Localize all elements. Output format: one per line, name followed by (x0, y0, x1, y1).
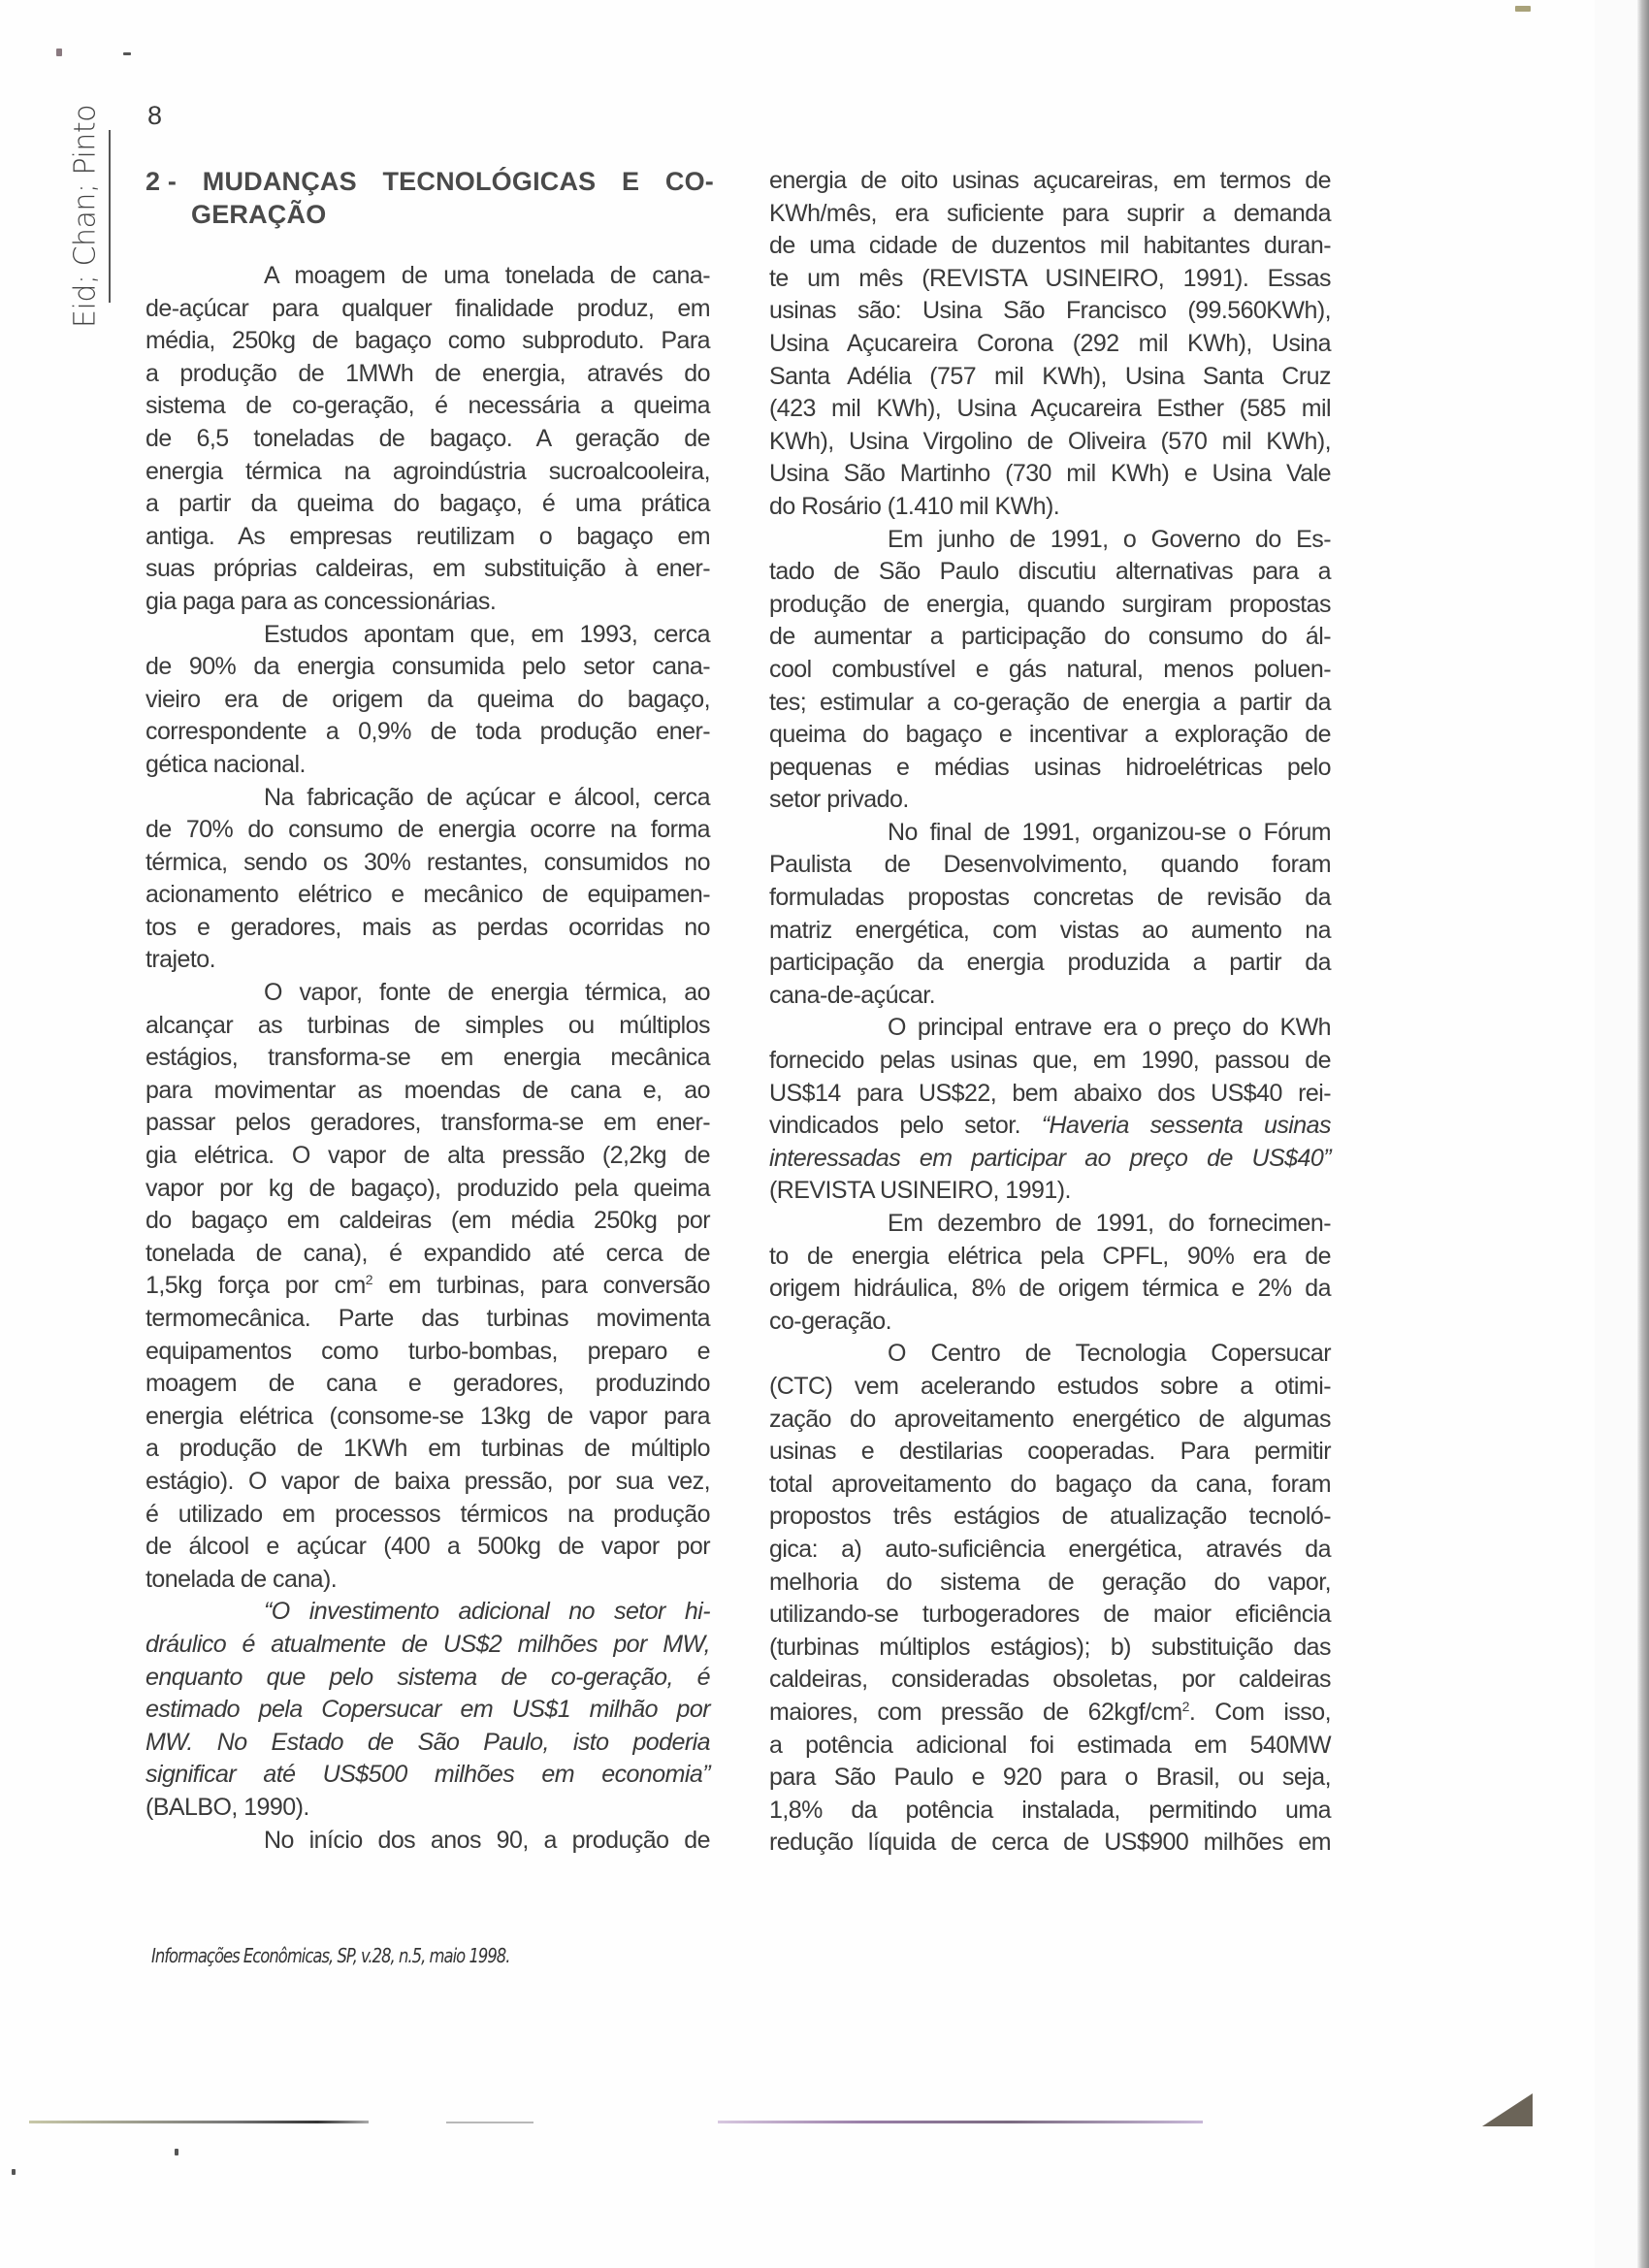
text-line: de-açúcar para qualquer finalidade produz, em (146, 294, 710, 322)
text-line: fornecido pelas usinas que, em 1990, passou de (769, 1047, 1331, 1075)
text-line: O vapor, fonte de energia térmica, ao (264, 979, 710, 1007)
text-line: zação do aproveitamento energético de algumas (769, 1405, 1331, 1433)
text-fragment: 1,5kg força por cm (146, 1272, 366, 1300)
text-line: correspondente a 0,9% de toda produção ener- (146, 718, 710, 746)
text-line: KWh/mês, era suficiente para suprir a demanda (769, 199, 1331, 227)
text-line: tos e geradores, mais as perdas ocorridas no (146, 913, 710, 941)
text-line: Usina Açucareira Corona (292 mil KWh), Usina (769, 329, 1331, 357)
left-column (146, 260, 710, 1857)
text-line: melhoria do sistema de geração do vapor, (769, 1568, 1331, 1596)
text-line: termomecânica. Parte das turbinas movimenta (146, 1305, 710, 1332)
scan-scratch (29, 2121, 369, 2123)
running-head (68, 105, 103, 328)
text-line: participação da energia produzida a partir da (769, 949, 1331, 977)
text-line: tes; estimular a co-geração de energia a partir da (769, 688, 1331, 716)
paragraph (146, 619, 710, 782)
text-line: US$14 para US$22, bem abaixo dos US$40 rei- (769, 1079, 1331, 1107)
text-line: setor privado. (769, 786, 909, 814)
text-line: usinas são: Usina São Francisco (99.560KWh), (769, 297, 1331, 325)
text-line: formuladas propostas concretas de revisão da (769, 884, 1331, 912)
text-line: antiga. As empresas reutilizam o bagaço em (146, 522, 710, 550)
section-heading-line-1 (146, 165, 714, 198)
text-line: queima do bagaço e incentivar a exploração de (769, 721, 1331, 749)
text-line: alcançar as turbinas de simples ou múltiplos (146, 1011, 710, 1039)
section-heading-line-2: GERAÇÃO (191, 200, 327, 229)
superscript: 2 (365, 1272, 373, 1288)
text-line: a partir da queima do bagaço, é uma prática (146, 490, 710, 518)
text-line: suas próprias caldeiras, em substituição à ener- (146, 555, 710, 583)
text-line: caldeiras, consideradas obsoletas, por caldeiras (769, 1666, 1331, 1694)
text-line: (423 mil KWh), Usina Açucareira Esther (585 mil (769, 395, 1331, 423)
text-line: KWh), Usina Virgolino de Oliveira (570 mil KWh), (769, 427, 1331, 455)
quote-line: interessadas em participar ao preço de US$40” (769, 1144, 1331, 1172)
section-number: 2 - (146, 167, 178, 196)
scan-speck (12, 2169, 16, 2175)
text-line: (CTC) vem acelerando estudos sobre a otimi- (769, 1372, 1331, 1400)
text-line: propostos três estágios de atualização tecnoló- (769, 1503, 1331, 1531)
text-line: do Rosário (1.410 mil KWh). (769, 492, 1060, 520)
text-line: No final de 1991, organizou-se o Fórum (888, 818, 1331, 846)
text-fragment: . Com isso, (1188, 1698, 1332, 1726)
text-line: gética nacional. (146, 750, 306, 778)
text-line: Em dezembro de 1991, do fornecimen- (888, 1210, 1331, 1237)
text-line: moagem de cana e geradores, produzindo (146, 1370, 710, 1398)
quote-line: MW. No Estado de São Paulo, isto poderia (146, 1728, 710, 1756)
text-line: estágios, transforma-se em energia mecânica (146, 1044, 710, 1072)
text-line: é utilizado em processos térmicos na produção (146, 1500, 710, 1528)
scan-corner-mark (1482, 2093, 1533, 2126)
quote-line: “O investimento adicional no setor hi- (264, 1598, 710, 1626)
scan-speck (1515, 6, 1531, 12)
scan-scratch (718, 2121, 1203, 2123)
paragraph (146, 782, 710, 978)
heading-word: TECNOLÓGICAS (382, 167, 597, 196)
paragraph (769, 1338, 1331, 1860)
scan-scratch (446, 2122, 534, 2123)
text-line: te um mês (REVISTA USINEIRO, 1991). Essas (769, 264, 1331, 292)
text-line: gica: a) auto-suficiência energética, através da (769, 1535, 1331, 1563)
text-line: equipamentos como turbo-bombas, preparo e (146, 1337, 710, 1365)
paragraph (769, 165, 1331, 524)
text-line: Em junho de 1991, o Governo do Es- (888, 525, 1331, 553)
text-fragment: maiores, com pressão de 62kgf/cm (769, 1698, 1182, 1726)
text-line: cool combustível e gás natural, menos poluen- (769, 655, 1331, 683)
text-line: passar pelos geradores, transforma-se em ener- (146, 1109, 710, 1137)
heading-word: CO- (664, 167, 714, 196)
text-line: de 6,5 toneladas de bagaço. A geração de (146, 424, 710, 452)
text-line: Estudos apontam que, em 1993, cerca (264, 620, 710, 648)
page-number: 8 (147, 101, 163, 130)
text-line: tado de São Paulo discutiu alternativas para a (769, 558, 1331, 586)
text-line: sistema de co-geração, é necessária a queima (146, 392, 710, 420)
text-line: O Centro de Tecnologia Copersucar (888, 1340, 1331, 1368)
paragraph (769, 1012, 1331, 1208)
quote-line: estimado pela Copersucar em US$1 milhão por (146, 1696, 710, 1724)
text-fragment: vindicados pelo setor. (769, 1112, 1021, 1140)
text-line: a produção de 1KWh em turbinas de múltiplo (146, 1435, 710, 1463)
text-line: energia elétrica (consome-se 13kg de vapor para (146, 1402, 710, 1430)
text-line: trajeto. (146, 946, 216, 974)
text-fragment: em turbinas, para conversão (372, 1272, 710, 1300)
block-quote (146, 1596, 710, 1824)
right-column (769, 165, 1331, 1860)
text-line: No início dos anos 90, a produção de (264, 1826, 710, 1854)
text-line: vapor por kg de bagaço), produzido pela queima (146, 1174, 710, 1202)
text-line: total aproveitamento do bagaço da cana, foram (769, 1470, 1331, 1498)
scan-speck (123, 52, 131, 55)
text-line: utilizando-se turbogeradores de maior eficiência (769, 1601, 1331, 1629)
text-line: Usina São Martinho (730 mil KWh) e Usina Vale (769, 460, 1331, 488)
text-line: 1,8% da potência instalada, permitindo uma (769, 1796, 1331, 1824)
section-heading (146, 165, 714, 231)
text-line: matriz energética, com vistas ao aumento na (769, 916, 1331, 944)
text-line: estágio). O vapor de baixa pressão, por sua vez, (146, 1467, 710, 1495)
text-line: média, 250kg de bagaço como subproduto. Para (146, 327, 710, 355)
paragraph (769, 524, 1331, 817)
text-line: de álcool e açúcar (400 a 500kg de vapor por (146, 1533, 710, 1561)
text-line: usinas e destilarias cooperadas. Para permitir (769, 1438, 1331, 1466)
text-line: de aumentar a participação do consumo do ál- (769, 623, 1331, 651)
text-line: Santa Adélia (757 mil KWh), Usina Santa Cruz (769, 362, 1331, 390)
paragraph (769, 817, 1331, 1013)
text-line: Na fabricação de açúcar e álcool, cerca (264, 783, 710, 811)
text-line: produção de energia, quando surgiram propostas (769, 590, 1331, 618)
quote-line: enquanto que pelo sistema de co-geração, é (146, 1663, 710, 1691)
quote-citation: (REVISTA USINEIRO, 1991). (769, 1177, 1071, 1205)
text-line: térmica, sendo os 30% restantes, consumidos no (146, 848, 710, 876)
text-line: cana-de-açúcar. (769, 981, 936, 1009)
text-line: energia de oito usinas açucareiras, em termos de (769, 167, 1331, 194)
superscript: 2 (1181, 1698, 1189, 1714)
text-line: redução líquida de cerca de US$900 milhões em (769, 1829, 1331, 1857)
scan-margin (1595, 0, 1637, 2268)
text-line: de 90% da energia consumida pelo setor cana- (146, 653, 710, 681)
text-line: (turbinas múltiplos estágios); b) substituição das (769, 1633, 1331, 1661)
text-line: de 70% do consumo de energia ocorre na forma (146, 816, 710, 844)
text-line: O principal entrave era o preço do KWh (888, 1014, 1331, 1042)
text-line: energia térmica na agroindústria sucroalcooleira, (146, 457, 710, 485)
paragraph (146, 260, 710, 619)
heading-word: E (622, 167, 640, 196)
text-line: a potência adicional foi estimada em 540MW (769, 1731, 1331, 1759)
text-line: to de energia elétrica pela CPFL, 90% era de (769, 1242, 1331, 1270)
text-line: acionamento elétrico e mecânico de equipamen- (146, 881, 710, 909)
text-line: de uma cidade de duzentos mil habitantes duran- (769, 232, 1331, 260)
text-line: do bagaço em caldeiras (em média 250kg por (146, 1207, 710, 1235)
quote-line: dráulico é atualmente de US$2 milhões por MW, (146, 1630, 710, 1658)
text-line: gia elétrica. O vapor de alta pressão (2,2kg de (146, 1142, 710, 1170)
quote-line: significar até US$500 milhões em economia” (146, 1761, 710, 1789)
paragraph (769, 1208, 1331, 1338)
text-line: pequenas e médias usinas hidroelétricas pelo (769, 753, 1331, 781)
scan-speck (175, 2149, 178, 2155)
scan-edge-shadow (1637, 0, 1649, 2268)
text-line: Paulista de Desenvolvimento, quando foram (769, 851, 1331, 879)
text-line: tonelada de cana). (146, 1565, 338, 1593)
text-line: gia paga para as concessionárias. (146, 587, 497, 615)
text-line: tonelada de cana), é expandido até cerca de (146, 1239, 710, 1267)
text-line: para movimentar as moendas de cana e, ao (146, 1076, 710, 1104)
text-line: vieiro era de origem da queima do bagaço, (146, 685, 710, 713)
text-line-mixed (769, 1110, 1331, 1143)
scan-speck (56, 49, 62, 56)
text-line: para São Paulo e 920 para o Brasil, ou seja, (769, 1764, 1331, 1792)
text-line-with-superscript (146, 1270, 710, 1303)
side-rule-divider (109, 130, 111, 303)
paragraph (146, 1825, 710, 1858)
quote-citation: (BALBO, 1990). (146, 1793, 309, 1821)
running-head-authors: Eid; Chan; Pinto (68, 105, 103, 328)
text-line: origem hidráulica, 8% de origem térmica e 2% da (769, 1275, 1331, 1303)
text-line: co-geração. (769, 1307, 891, 1335)
heading-word: MUDANÇAS (202, 167, 357, 196)
paragraph (146, 977, 710, 1596)
journal-footer: Informações Econômicas, SP, v.28, n.5, maio 1998. (151, 1944, 510, 1967)
text-line-with-superscript (769, 1697, 1331, 1730)
text-line: a produção de 1MWh de energia, através do (146, 359, 710, 387)
inline-quote: “Haveria sessenta usinas (1041, 1112, 1331, 1140)
text-line: A moagem de uma tonelada de cana- (264, 262, 710, 289)
